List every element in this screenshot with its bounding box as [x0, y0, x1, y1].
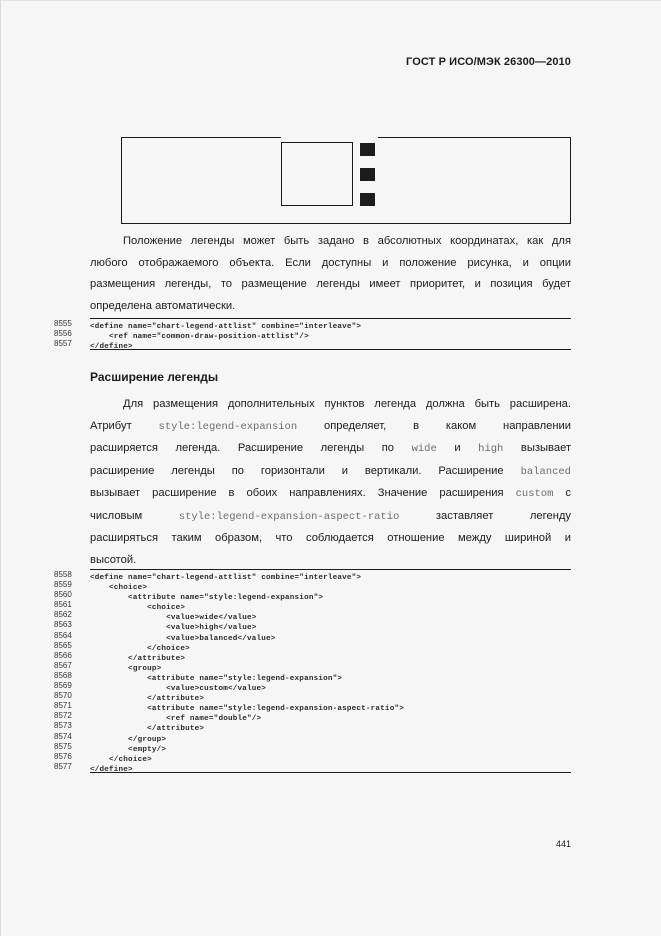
code-line — [54, 570, 571, 582]
code-line — [54, 691, 571, 704]
code-text: <attribute name="style:legend-expansion"> — [90, 594, 324, 603]
inline-code: custom — [515, 488, 554, 500]
code-text: </choice> — [90, 644, 190, 653]
code-line — [54, 701, 571, 714]
code-line — [54, 731, 571, 744]
inline-code: style:legend-expansion-aspect-ratio — [178, 510, 400, 523]
paragraph-line — [90, 483, 571, 506]
figure-border-gap — [281, 136, 378, 139]
text: легенда. — [175, 442, 221, 454]
code-text: <define name="chart-legend-attlist" combine="interleave"> — [90, 574, 362, 582]
line-number: 8570 — [54, 691, 72, 701]
inline-code: wide — [411, 443, 437, 455]
paragraph-line — [90, 416, 571, 439]
inline-code: style:legend-expansion — [158, 420, 298, 433]
code-line — [54, 670, 571, 683]
paragraph-line: расширяться таким образом, что соблюдается отношение между шириной и — [90, 532, 571, 544]
line-number: 8558 — [54, 570, 72, 579]
text: определяет, — [323, 419, 387, 432]
text: и — [454, 442, 461, 454]
code-text: <attribute name="style:legend-expansion"> — [90, 674, 343, 683]
legend-marker-3 — [360, 193, 375, 206]
text: в — [413, 419, 420, 432]
paragraph-legend-expansion — [90, 394, 571, 571]
line-number: 8555 — [54, 319, 72, 328]
line-number: 8560 — [54, 590, 72, 600]
code-text: <ref name="common-draw-position-attlist"/> — [90, 333, 309, 342]
section-title: Расширение легенды — [90, 370, 219, 384]
legend-marker-2 — [360, 168, 375, 181]
line-number: 8563 — [54, 620, 72, 630]
text: легенды — [320, 442, 365, 454]
code-text: </define> — [90, 343, 133, 352]
paragraph-line — [90, 461, 571, 484]
text: заставляет — [435, 509, 494, 522]
text: Расширение — [237, 442, 304, 454]
line-number: 8561 — [54, 600, 72, 610]
text: числовым — [90, 509, 143, 522]
paragraph-line — [90, 506, 571, 529]
code-line — [54, 761, 571, 774]
code-line — [54, 610, 571, 623]
paragraph-line: любого отображаемого объекта. Если доступны и положение рисунка, и опции — [90, 256, 571, 269]
legend-marker-1 — [360, 143, 375, 156]
text: легенду — [529, 509, 571, 522]
code-line — [54, 590, 571, 603]
paragraph-line: Положение легенды может быть задано в абсолютных координатах, как для — [123, 235, 571, 247]
paragraph-line: размещения легенды, то размещение легенды имеет приоритет, и позиция будет — [90, 278, 571, 290]
code-line — [54, 339, 571, 352]
code-text: <value>balanced</value> — [90, 634, 276, 643]
code-text: <define name="chart-legend-attlist" combine="interleave"> — [90, 323, 362, 331]
code-line — [54, 580, 571, 593]
paragraph-line — [90, 438, 571, 461]
code-line — [54, 640, 571, 653]
code-line — [54, 681, 571, 694]
code-text: <attribute name="style:legend-expansion-aspect-ratio"> — [90, 705, 404, 714]
code-line — [54, 741, 571, 754]
line-number: 8562 — [54, 610, 72, 620]
paragraph-line: высотой. — [90, 553, 137, 566]
text: вызывает расширение в обоих направлениях. Значение расширения — [90, 487, 504, 499]
line-number: 8571 — [54, 701, 72, 711]
code-text: <choice> — [90, 584, 148, 593]
text: вызывает — [520, 442, 572, 454]
code-line — [54, 620, 571, 633]
text: каком — [445, 419, 477, 432]
code-line — [54, 711, 571, 724]
line-number: 8565 — [54, 640, 72, 650]
line-number: 8577 — [54, 761, 72, 771]
line-number: 8559 — [54, 580, 72, 590]
code-text: <empty/> — [90, 745, 167, 754]
text: направлении — [503, 419, 572, 432]
code-text: <value>custom</value> — [90, 685, 267, 694]
text: с — [565, 487, 572, 499]
code-line — [54, 660, 571, 673]
paragraph-line: Для размещения дополнительных пунктов легенда должна быть расширена. — [123, 398, 571, 410]
code-text: <ref name="double"/> — [90, 715, 262, 724]
line-number: 8564 — [54, 630, 72, 640]
line-number: 8569 — [54, 681, 72, 691]
code-text: </attribute> — [90, 725, 205, 734]
paragraph-line: определена автоматически. — [90, 299, 236, 312]
code-line — [54, 600, 571, 613]
code-text: <group> — [90, 664, 162, 673]
code-line — [54, 630, 571, 643]
inline-code: high — [478, 443, 504, 455]
inline-code: balanced — [520, 465, 571, 478]
paragraph-legend-position — [90, 231, 571, 317]
code-line — [54, 319, 571, 331]
line-number: 8576 — [54, 751, 72, 761]
code-text: </attribute> — [90, 654, 186, 663]
code-text: <value>high</value> — [90, 624, 257, 633]
line-number: 8566 — [54, 650, 72, 660]
page-number: 441 — [556, 839, 572, 849]
code-listing-legend-attlist — [54, 318, 571, 352]
line-number: 8572 — [54, 711, 72, 721]
line-number: 8573 — [54, 721, 72, 731]
text: расширяется — [90, 442, 158, 454]
code-line — [54, 721, 571, 734]
code-text: </attribute> — [90, 695, 205, 704]
code-listing-legend-expansion — [54, 569, 571, 774]
code-line — [54, 329, 571, 342]
code-text: </choice> — [90, 755, 152, 764]
line-number: 8556 — [54, 329, 72, 339]
line-number: 8574 — [54, 731, 72, 741]
code-text: <choice> — [90, 604, 186, 613]
code-text: </define> — [90, 765, 133, 774]
document-header: ГОСТ Р ИСО/МЭК 26300—2010 — [406, 56, 571, 68]
code-text: </group> — [90, 735, 167, 744]
code-line — [54, 751, 571, 764]
line-number: 8567 — [54, 660, 72, 670]
text: по — [381, 442, 395, 454]
text: Атрибут — [90, 419, 132, 432]
text: расширение легенды по горизонтали и вертикали. Расширение — [90, 464, 504, 477]
code-line — [54, 650, 571, 663]
code-text: <value>wide</value> — [90, 614, 257, 623]
legend-placeholder-box — [281, 142, 353, 206]
line-number: 8575 — [54, 741, 72, 751]
line-number: 8557 — [54, 339, 72, 349]
line-number: 8568 — [54, 670, 72, 680]
